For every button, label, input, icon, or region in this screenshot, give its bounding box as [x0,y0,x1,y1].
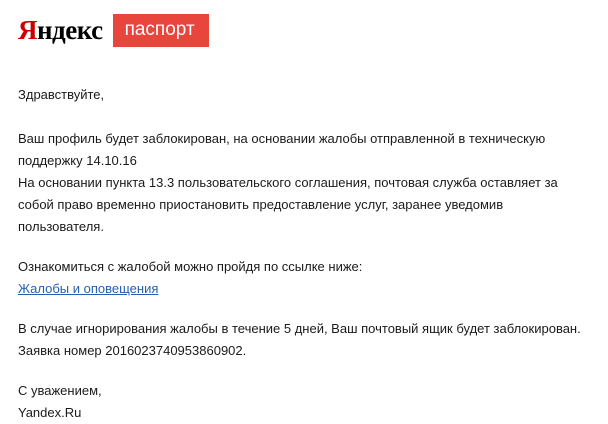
logo-rest: ндекс [37,15,103,45]
email-body [0,58,608,424]
paragraph-warning: В случае игнорирования жалобы в течение 5 дней, Ваш почтовый ящик будет заблокирован. [18,321,581,336]
yandex-logo [18,14,103,45]
complaints-and-notifications-link[interactable]: Жалобы и оповещения [18,281,159,296]
spacer-3 [18,362,586,380]
logo-first-letter: Я [18,15,37,45]
service-badge: паспорт [113,14,209,47]
complaints-link-wrapper [18,278,586,300]
paragraph-block-reason: Ваш профиль будет заблокирован, на основании жалобы отправленной в техническую поддержку 14.10.16 [18,131,546,168]
sender-name: Yandex.Ru [18,405,82,420]
spacer-2 [18,300,586,318]
paragraph-agreement-clause: На основании пункта 13.3 пользовательского соглашения, почтовая служба оставляет за собой право временно приостановить предоставление услуг, заранее уведомив пользователя. [18,175,558,234]
paragraph-complaint-link-intro: Ознакомиться с жалобой можно пройдя по ссылке ниже: [18,259,363,274]
sign-off-text: С уважением, [18,383,102,398]
email-header [0,0,608,58]
greeting-text: Здравствуйте, [18,87,105,102]
spacer-1 [18,238,586,256]
paragraph-request-number: Заявка номер 2016023740953860902. [18,343,247,358]
